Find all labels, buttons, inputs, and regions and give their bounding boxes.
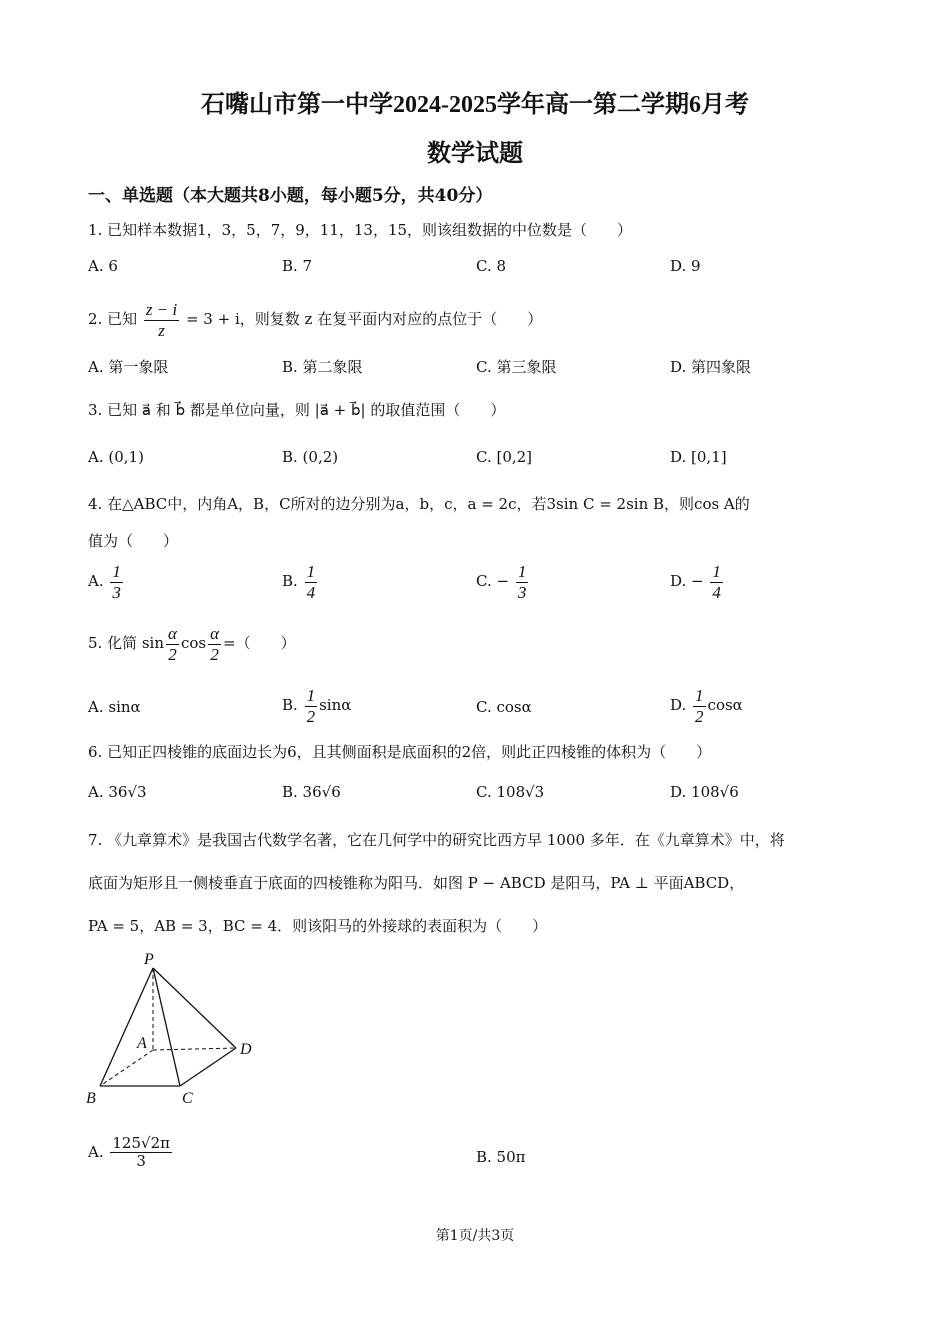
q5-fraction-2-denominator: 2: [210, 644, 219, 664]
q6-option-c: C. 108√3: [476, 783, 545, 801]
vertex-label-d: D: [240, 1041, 252, 1058]
question-7-line-1: 7. 《九章算术》是我国古代数学名著，它在几何学中的研究比西方早 1000 多年．在《九章算术》中，将: [88, 831, 785, 849]
q4-option-c-numerator: 1: [517, 562, 527, 581]
edge-pc: [153, 968, 180, 1086]
q2-stem-suffix: = 3 + i，则复数 z 在复平面内对应的点位于（ ）: [185, 310, 543, 329]
q4-option-c-denominator: 3: [517, 582, 527, 602]
q2-option-b: B. 第二象限: [282, 358, 363, 376]
exam-title: 石嘴山市第一中学2024-2025学年高一第二学期6月考: [201, 92, 749, 118]
q2-fraction-denominator: z: [158, 320, 165, 340]
vertex-label-a: A: [137, 1035, 147, 1052]
q4-option-c: [476, 562, 530, 602]
q4-option-c-label: C.: [476, 572, 492, 591]
edge-cd: [180, 1048, 236, 1086]
q5-option-d-fraction: [693, 686, 706, 726]
edge-pb: [100, 968, 153, 1086]
q2-stem-prefix: 2. 已知: [88, 310, 138, 329]
q1-option-d: D. 9: [670, 257, 701, 275]
vertex-label-c: C: [182, 1090, 193, 1107]
question-4-stem-line2: 值为（ ）: [88, 532, 179, 550]
page-footer: 第1页/共3页: [435, 1228, 515, 1244]
q5-option-d-denominator: 2: [695, 706, 704, 726]
q7-option-b: B. 50π: [476, 1148, 526, 1166]
q4-option-a-label: A.: [88, 572, 104, 591]
q4-option-d: [670, 562, 725, 602]
q7-option-a-fraction: [110, 1135, 172, 1171]
q4-option-d-sign: −: [691, 572, 704, 591]
q7-option-a-label: A.: [88, 1142, 104, 1161]
q4-option-d-label: D.: [670, 572, 687, 591]
q6-option-b: B. 36√6: [282, 783, 341, 801]
q4-option-b: [282, 562, 319, 602]
q2-fraction-numerator: z − i: [145, 300, 178, 319]
q4-option-b-denominator: 4: [306, 582, 316, 602]
q2-option-a: A. 第一象限: [88, 358, 169, 376]
q6-option-d: D. 108√6: [670, 783, 739, 801]
q4-option-a: [88, 562, 125, 602]
q4-option-a-numerator: 1: [112, 562, 121, 581]
question-2-stem: [88, 300, 542, 340]
question-7-line-3: PA = 5，AB = 3，BC = 4．则该阳马的外接球的表面积为（ ）: [88, 917, 548, 935]
question-1-stem: 1. 已知样本数据1，3，5，7，9，11，13，15，则该组数据的中位数是（ ）: [88, 221, 633, 239]
q5-stem-prefix: 5. 化简 sin: [88, 634, 165, 653]
pyramid-figure: [80, 948, 270, 1108]
q5-option-b-numerator: 1: [306, 686, 316, 705]
q2-option-c: C. 第三象限: [476, 358, 557, 376]
edge-pd: [153, 968, 236, 1048]
q4-option-d-fraction: [710, 562, 723, 602]
q5-option-b-fraction: [305, 686, 318, 726]
q5-fraction-1: [166, 624, 179, 664]
q1-option-c: C. 8: [476, 257, 507, 275]
q3-option-d: D. [0,1]: [670, 448, 727, 466]
q4-option-c-sign: −: [496, 572, 510, 591]
section-heading: 一、单选题（本大题共8小题，每小题5分，共40分）: [88, 186, 493, 206]
q3-option-a: A. (0,1): [88, 448, 144, 466]
q7-option-a-numerator: 125√2π: [112, 1134, 170, 1152]
q5-stem-suffix: =（ ）: [223, 634, 296, 653]
q1-option-a: A. 6: [88, 257, 118, 275]
q3-option-b: B. (0,2): [282, 448, 339, 466]
q4-option-b-fraction: [305, 562, 318, 602]
q5-fraction-2: [208, 624, 221, 664]
question-7-line-2: 底面为矩形且一侧棱垂直于底面的四棱锥称为阳马．如图 P − ABCD 是阳马，PA ⊥ 平面ABCD，: [88, 874, 745, 892]
q2-fraction: [144, 300, 179, 340]
q5-option-b-tail: sinα: [319, 696, 352, 715]
q5-option-b-label: B.: [282, 696, 298, 715]
q5-option-d-tail: cosα: [707, 696, 743, 715]
edge-ad-hidden: [153, 1048, 236, 1050]
vertex-label-b: B: [86, 1090, 96, 1107]
q2-option-d: D. 第四象限: [670, 358, 752, 376]
q5-fraction-1-numerator: α: [168, 624, 177, 643]
q7-option-a: [88, 1135, 174, 1171]
question-6-stem: 6. 已知正四棱锥的底面边长为6，且其侧面积是底面积的2倍，则此正四棱锥的体积为（ ）: [88, 743, 712, 761]
q7-option-a-denominator: 3: [136, 1152, 146, 1171]
q5-option-a: A. sinα: [88, 698, 141, 716]
q5-option-d-label: D.: [670, 696, 687, 715]
question-5-stem: [88, 624, 296, 664]
q1-option-b: B. 7: [282, 257, 313, 275]
question-3-stem: 3. 已知 a⃗ 和 b⃗ 都是单位向量，则 |a⃗ + b⃗| 的取值范围（ ）: [88, 401, 506, 419]
q5-option-d-numerator: 1: [695, 686, 704, 705]
q5-option-b-denominator: 2: [306, 706, 316, 726]
q5-stem-mid: cos: [180, 634, 207, 653]
vertex-label-p: P: [144, 951, 154, 968]
q4-option-b-numerator: 1: [306, 562, 316, 581]
q6-option-a: A. 36√3: [88, 783, 147, 801]
q5-fraction-2-numerator: α: [210, 624, 220, 643]
q5-fraction-1-denominator: 2: [168, 644, 177, 664]
q4-option-d-denominator: 4: [712, 582, 721, 602]
q4-option-a-denominator: 3: [112, 582, 121, 602]
q5-option-d: [670, 686, 743, 726]
q3-option-c: C. [0,2]: [476, 448, 533, 466]
q5-option-b: [282, 686, 351, 726]
exam-subtitle: 数学试题: [427, 141, 523, 167]
q5-option-c: C. cosα: [476, 698, 532, 716]
q4-option-c-fraction: [516, 562, 529, 602]
q4-option-d-numerator: 1: [712, 562, 721, 581]
question-4-stem: 4. 在△ABC中，内角A，B，C所对的边分别为a，b，c，a = 2c，若3sin C = 2sin B，则cos A的: [88, 495, 750, 513]
q4-option-b-label: B.: [282, 572, 298, 591]
q4-option-a-fraction: [110, 562, 123, 602]
